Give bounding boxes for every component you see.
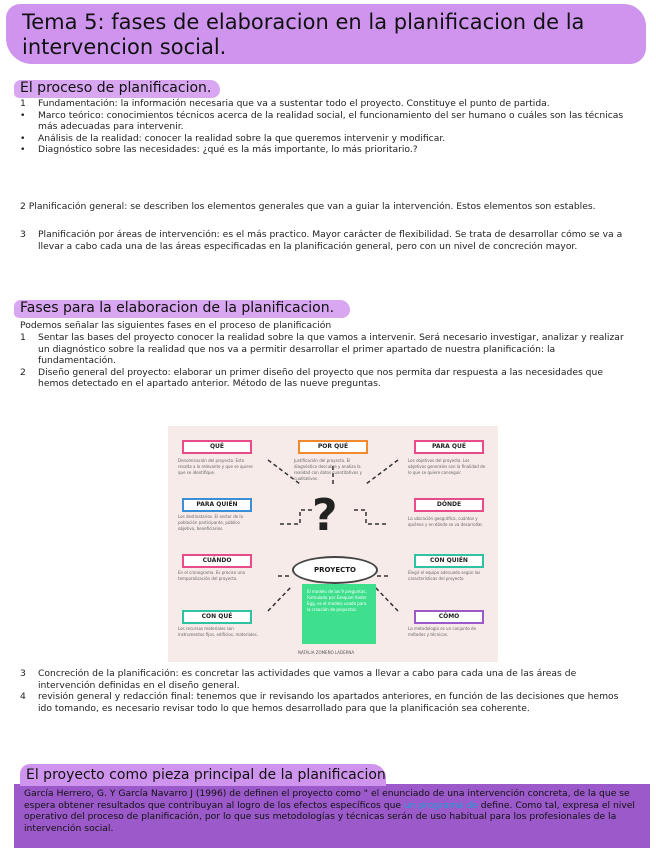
bullet-marker: • <box>20 144 26 156</box>
question-box-description: La ubicación geográfica, cuántos y quiénes y en dónde se va desarrollar. <box>408 516 483 527</box>
definition-text: García Herrero, G. Y García Navarro J (1996) de definen el proyecto como " el enunciado de una intervención concreta, de la que se espera obtener resultados que contribuyan al logro de los efectos específicos que <box>24 788 630 811</box>
list-item <box>14 332 634 367</box>
connector-line <box>280 510 313 524</box>
fases-intro: Podemos señalar las siguientes fases en el proceso de planificación <box>20 320 332 331</box>
list-item-text: Diseño general del proyecto: elaborar un primer diseño del proyecto que nos permita dar respuesta a las necesidades que hemos detectado en el apartado anterior. Método de las nueve preguntas. <box>38 366 603 390</box>
section-heading-proyecto: El proyecto como pieza principal de la planificacion <box>26 767 386 783</box>
list-item-text: revisión general y redacción final: tenemos que ir revisando los apartados anteriores, en función de las decisiones que hemos ido tomando, es necesario revisar todo lo que hemos desarrollado para que la planificación sea coherente. <box>38 691 619 714</box>
list-marker: 1 <box>20 332 26 343</box>
list-item <box>14 98 634 110</box>
proyecto-label: PROYECTO <box>292 556 378 584</box>
list-item <box>14 691 634 714</box>
question-box: DÓNDE <box>414 498 484 512</box>
question-box-description: Justificación del proyecto. El diagnóstico descubre y analiza la realidad con datos cuantitativos y cualitativos. <box>294 458 362 481</box>
question-box-description: En el cronograma. Es preciso una temporalización del proyecto. <box>178 570 245 581</box>
bullet-marker: • <box>20 132 26 144</box>
question-box: POR QUÉ <box>298 440 368 454</box>
proyecto-definition <box>24 788 648 834</box>
list-item <box>14 144 634 156</box>
question-box-description: Los objetivos del proyecto. Los objetivos generales son la finalidad de lo que se quiere conseguir. <box>408 458 486 475</box>
list-item <box>14 229 634 252</box>
infographic-author: NATALIA ZOMEÑO LADERNA <box>298 650 355 655</box>
page-title: Tema 5: fases de elaboracion en la planificacion de la intervencion social. <box>22 10 585 59</box>
question-box: CON QUÉ <box>182 610 252 624</box>
list-marker: 4 <box>20 691 26 703</box>
list-item-text: Planificación por áreas de intervención: es el más practico. Mayor carácter de flexibilidad. Se trata de desarrollar cómo se va a llevar a cabo cada una de las áreas especificadas en la planificación general, pero con un nivel de concreción mayor. <box>38 229 623 252</box>
title-banner <box>6 4 646 64</box>
fases-list-continued <box>14 668 634 714</box>
question-box: CÓMO <box>414 610 484 624</box>
list-marker: 2 <box>20 366 26 378</box>
green-note <box>302 584 376 644</box>
list-item <box>14 133 634 145</box>
fases-list <box>14 332 634 390</box>
list-marker: 1 <box>20 98 26 109</box>
question-box-description: Elegir el equipo adecuado según las características del proyecto. <box>408 570 481 581</box>
planificacion-general-text: 2 Planificación general: se describen los elementos generales que van a guiar la intervención. Estos elementos son estables. <box>20 201 596 212</box>
list-marker: 3 <box>20 668 26 679</box>
question-mark-icon: ? <box>312 490 338 541</box>
question-box-description: Denominación del proyecto. Esto resalta a lo relevante y que se quiere que se identifique. <box>178 458 253 475</box>
list-item-text: Fundamentación: la información necesaria que va a sustentar todo el proyecto. Constituye el punto de partida. <box>38 98 550 109</box>
programa-link[interactable]: un programa de <box>404 799 478 811</box>
bullet-marker: • <box>20 109 26 121</box>
list-item-text: Análisis de la realidad: conocer la realidad sobre la que queremos intervenir y modificar. <box>38 132 446 144</box>
section-heading-fases <box>14 298 350 318</box>
section-heading-proceso <box>14 78 220 98</box>
question-box: QUÉ <box>182 440 252 454</box>
question-box: CUÁNDO <box>182 554 252 568</box>
proceso-list <box>14 98 634 156</box>
question-box: CON QUIÉN <box>414 554 484 568</box>
question-box: PARA QUÉ <box>414 440 484 454</box>
connector-line <box>374 586 398 611</box>
question-box: PARA QUIÉN <box>182 498 252 512</box>
connector-line <box>353 510 386 524</box>
list-item-text: Diagnóstico sobre las necesidades: ¿qué es la más importante, lo más prioritario.? <box>38 144 418 156</box>
question-box-description: La metodología es un conjunto de métodos y técnicas. <box>408 626 477 637</box>
connector-line <box>268 586 292 611</box>
proceso-list-3 <box>14 229 634 252</box>
list-item-text: Concreción de la planificación: es concretar las actividades que vamos a llevar a cabo para cada una de las áreas de intervención definidas en el diseño general. <box>38 668 577 691</box>
list-item <box>14 668 634 691</box>
definition-text-end: define. Como tal, expresa el nivel operativo del proceso de planificación, por lo que sus metodologías y técnicas serán de uso habitual para los profesionales de la intervención social. <box>24 799 635 834</box>
list-item <box>14 367 634 390</box>
list-marker: 3 <box>20 229 26 240</box>
list-item-text: Sentar las bases del proyecto conocer la realidad sobre la que vamos a intervenir. Será necesario investigar, analizar y realizar un diagnóstico sobre la realidad que nos va a permitir desarrollar el primer apartado de nuestra planificación: la fundamentación. <box>38 332 624 367</box>
green-note-text: El modelo de las 9 preguntas, formulado por Ezequiel Ander Egg, es el modelo usado para la creación de proyectos. <box>307 589 367 612</box>
section-heading-text: El proceso de planificacion. <box>20 80 212 96</box>
list-item <box>14 110 634 133</box>
section-heading-text: Fases para la elaboracion de la planificacion. <box>20 300 335 316</box>
list-item-text: Marco teórico: conocimientos técnicos acerca de la realidad social, el funcionamiento del ser humano o cuáles son las técnicas más adecuadas para intervenir. <box>38 109 624 133</box>
question-box-description: Los recursos materiales son instrumentos fijos, edificios, materiales. <box>178 626 258 637</box>
question-box-description: Los destinatarios. El sector de la población participante, público objetivo, beneficiarios. <box>178 514 243 531</box>
nine-questions-infographic <box>168 426 498 662</box>
